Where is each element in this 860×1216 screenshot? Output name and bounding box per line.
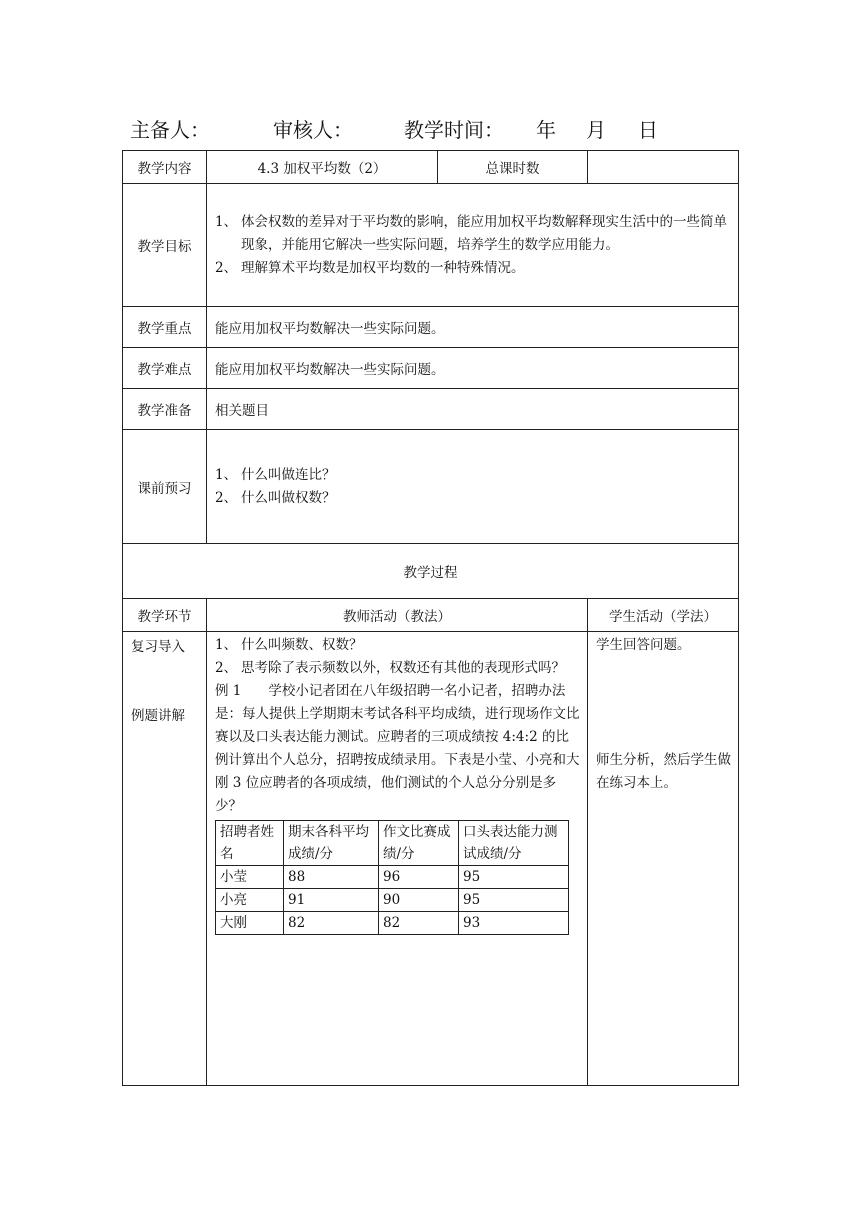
goal-item: 2、 理解算术平均数是加权平均数的一种特殊情况。 — [215, 259, 525, 276]
process-title: 教学过程 — [123, 544, 739, 599]
day-label: 日 — [638, 118, 658, 142]
score-cell: 95 — [459, 889, 569, 912]
teacher-column-header: 教师活动（教法） — [207, 599, 588, 632]
score-header: 期末各科平均成绩/分 — [284, 821, 379, 866]
stage-example: 例题讲解 — [131, 708, 185, 724]
example-text: 例 1 学校小记者团在八年级招聘一名小记者，招聘办法是：每人提供上学期期末考试各科平均成绩，进行现场作文比赛以及口头表达能力测试。应聘者的三项成绩按 4:4:2 的比例计算出个人总分，招聘按成绩录用。下表是小莹、小亮和大刚 3 位应聘者的各项成绩，他们测试的个人总分分别是多少？ — [215, 683, 580, 814]
stage-review: 复习导入 — [131, 639, 185, 655]
preview-item: 1、 什么叫做连比？ — [215, 466, 336, 483]
content-row — [123, 151, 739, 184]
score-cell: 90 — [379, 889, 459, 912]
student-answer: 学生回答问题。 — [596, 637, 691, 653]
content-value: 4.3 加权平均数（2） — [207, 151, 438, 184]
preview-label: 课前预习 — [123, 430, 207, 544]
teaching-time-label: 教学时间： — [404, 118, 504, 142]
goals-label: 教学目标 — [123, 184, 207, 307]
content-label: 教学内容 — [123, 151, 207, 184]
score-row — [216, 912, 569, 935]
month-label: 月 — [586, 118, 606, 142]
score-cell: 95 — [459, 866, 569, 889]
score-row — [216, 889, 569, 912]
score-cell: 小莹 — [216, 866, 284, 889]
student-analysis: 师生分析，然后学生做在练习本上。 — [596, 752, 731, 791]
preview-row — [123, 430, 739, 544]
preparer-label: 主备人： — [130, 118, 210, 142]
goals-row — [123, 184, 739, 307]
review-item: 1、 什么叫频数、权数？ — [215, 637, 363, 653]
difficulties-value: 能应用加权平均数解决一些实际问题。 — [207, 348, 739, 389]
total-hours-label: 总课时数 — [438, 151, 588, 184]
process-body-row — [123, 632, 739, 1086]
preview-item: 2、 什么叫做权数？ — [215, 489, 336, 506]
score-header-row — [216, 821, 569, 866]
difficulties-label: 教学难点 — [123, 348, 207, 389]
difficulties-row — [123, 348, 739, 389]
score-cell: 91 — [284, 889, 379, 912]
lesson-plan-table — [122, 150, 739, 1086]
score-header: 作文比赛成绩/分 — [379, 821, 459, 866]
goals-content — [207, 184, 739, 307]
year-label: 年 — [536, 118, 556, 142]
score-header: 口头表达能力测试成绩/分 — [459, 821, 569, 866]
preparation-value: 相关题目 — [207, 389, 739, 430]
student-activity-cell — [588, 632, 739, 1086]
score-cell: 大刚 — [216, 912, 284, 935]
key-points-row — [123, 307, 739, 348]
preparation-label: 教学准备 — [123, 389, 207, 430]
process-title-row — [123, 544, 739, 599]
score-cell: 82 — [284, 912, 379, 935]
score-cell: 小亮 — [216, 889, 284, 912]
preview-content — [207, 430, 739, 544]
total-hours-value — [588, 151, 739, 184]
score-row — [216, 866, 569, 889]
score-cell: 88 — [284, 866, 379, 889]
reviewer-label: 审核人： — [273, 118, 353, 142]
review-item: 2、 思考除了表示频数以外，权数还有其他的表现形式吗？ — [215, 660, 565, 676]
score-cell: 82 — [379, 912, 459, 935]
score-cell: 96 — [379, 866, 459, 889]
process-header-row — [123, 599, 739, 632]
stage-cell — [123, 632, 207, 1086]
score-header: 招聘者姓名 — [216, 821, 284, 866]
score-cell: 93 — [459, 912, 569, 935]
stage-column-header: 教学环节 — [123, 599, 207, 632]
teacher-activity-cell — [207, 632, 588, 1086]
key-points-label: 教学重点 — [123, 307, 207, 348]
preparation-row — [123, 389, 739, 430]
score-table — [215, 820, 569, 935]
goal-item: 1、 体会权数的差异对于平均数的影响，能应用加权平均数解释现实生活中的一些简单现象，并能用它解决一些实际问题，培养学生的数学应用能力。 — [215, 213, 727, 253]
key-points-value: 能应用加权平均数解决一些实际问题。 — [207, 307, 739, 348]
student-column-header: 学生活动（学法） — [588, 599, 739, 632]
